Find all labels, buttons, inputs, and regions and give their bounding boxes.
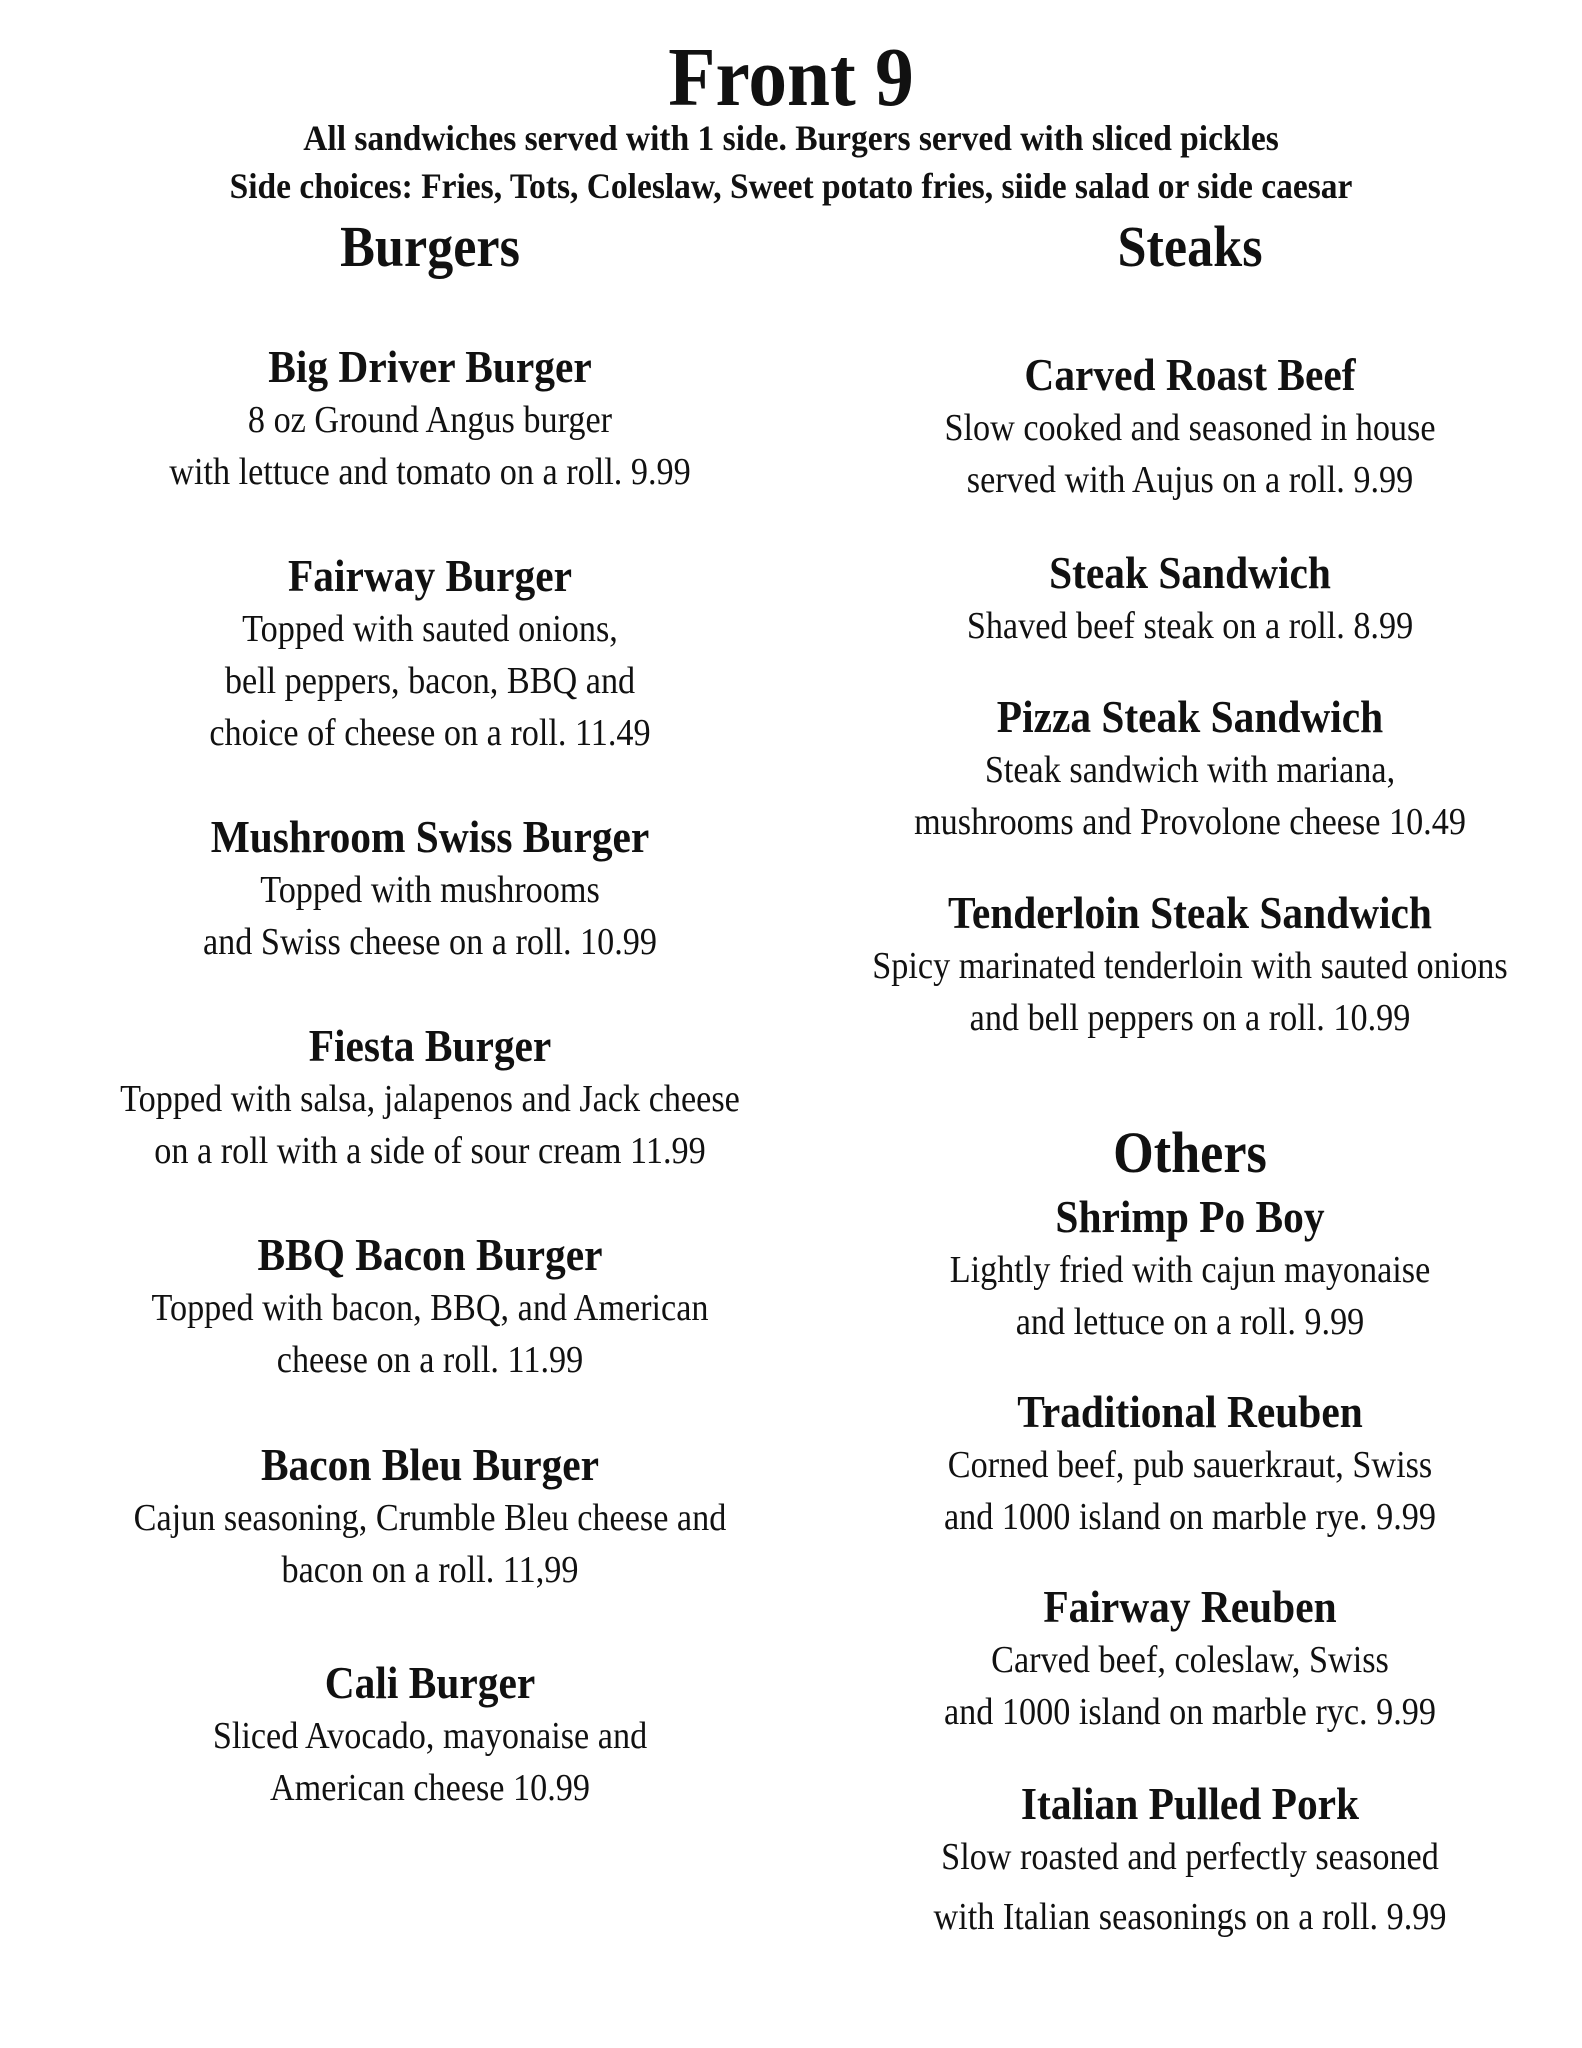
menu-item-big-driver-burger <box>40 340 820 498</box>
item-name: Mushroom Swiss Burger <box>210 811 650 862</box>
item-name: Italian Pulled Pork <box>1020 1778 1360 1829</box>
item-description: with lettuce and tomato on a roll. 9.99 <box>169 451 691 493</box>
item-name: Carved Roast Beef <box>1024 349 1356 400</box>
item-description: Slow roasted and perfectly seasoned <box>941 1836 1439 1878</box>
menu-item-steak-sandwich <box>800 546 1580 652</box>
item-name: Steak Sandwich <box>1049 547 1331 598</box>
item-name: Cali Burger <box>324 1657 536 1708</box>
item-name: Bacon Bleu Burger <box>260 1439 600 1490</box>
item-description: bacon on a roll. 11,99 <box>281 1549 579 1591</box>
sandwich-note: All sandwiches served with 1 side. Burgers served with sliced pickles <box>303 118 1279 158</box>
item-description: bell peppers, bacon, BBQ and <box>224 660 636 702</box>
item-description: Steak sandwich with mariana, <box>984 749 1396 791</box>
item-description: cheese on a roll. 11.99 <box>276 1339 584 1381</box>
item-description: and 1000 island on marble rye. 9.99 <box>943 1496 1436 1538</box>
burgers-heading: Burgers <box>340 214 520 279</box>
menu-item-bacon-bleu-burger <box>40 1438 820 1596</box>
item-description: on a roll with a side of sour cream 11.99 <box>154 1130 706 1172</box>
steaks-heading: Steaks <box>1117 214 1263 279</box>
item-description: Cajun seasoning, Crumble Bleu cheese and <box>133 1497 727 1539</box>
menu-item-tenderloin-steak-sandwich <box>800 886 1580 1044</box>
menu-item-fiesta-burger <box>40 1019 820 1177</box>
item-description: served with Aujus on a roll. 9.99 <box>966 459 1414 501</box>
item-description: Topped with bacon, BBQ, and American <box>151 1287 709 1329</box>
item-description: Carved beef, coleslaw, Swiss <box>991 1639 1389 1681</box>
item-name: Traditional Reuben <box>1017 1386 1363 1437</box>
item-description: Topped with mushrooms <box>260 869 600 911</box>
menu-item-fairway-burger <box>40 549 820 759</box>
side-choices-note: Side choices: Fries, Tots, Coleslaw, Sweet potato fries, siide salad or side caesar <box>229 166 1353 206</box>
item-name: Pizza Steak Sandwich <box>996 691 1384 742</box>
item-description: and 1000 island on marble ryc. 9.99 <box>943 1691 1436 1733</box>
item-description: Spicy marinated tenderloin with sauted onions <box>872 945 1508 987</box>
item-description: Lightly fried with cajun mayonaise <box>949 1249 1431 1291</box>
menu-item-bbq-bacon-burger <box>40 1228 820 1386</box>
item-description: American cheese 10.99 <box>269 1767 591 1809</box>
menu-item-cali-burger <box>40 1656 820 1814</box>
item-description: Sliced Avocado, mayonaise and <box>212 1715 648 1757</box>
item-description: Topped with sauted onions, <box>242 608 618 650</box>
item-description: Slow cooked and seasoned in house <box>944 407 1436 449</box>
item-name: Fairway Burger <box>288 550 572 601</box>
item-description: Shaved beef steak on a roll. 8.99 <box>966 605 1414 647</box>
menu-item-fairway-reuben <box>800 1580 1580 1738</box>
menu-item-italian-pulled-pork <box>800 1777 1580 1943</box>
item-description: and bell peppers on a roll. 10.99 <box>969 997 1411 1039</box>
item-name: Big Driver Burger <box>268 341 592 392</box>
menu-title: Front 9 <box>668 31 914 124</box>
item-name: Fiesta Burger <box>308 1020 552 1071</box>
item-description: with Italian seasonings on a roll. 9.99 <box>933 1896 1447 1938</box>
item-description: Corned beef, pub sauerkraut, Swiss <box>947 1444 1433 1486</box>
item-name: BBQ Bacon Burger <box>257 1229 603 1280</box>
menu-item-pizza-steak-sandwich <box>800 690 1580 848</box>
item-description: choice of cheese on a roll. 11.49 <box>209 712 651 754</box>
item-name: Shrimp Po Boy <box>1055 1191 1325 1242</box>
menu-item-shrimp-po-boy <box>800 1190 1580 1348</box>
item-description: and lettuce on a roll. 9.99 <box>1015 1301 1365 1343</box>
item-name: Fairway Reuben <box>1043 1581 1337 1632</box>
menu-item-mushroom-swiss-burger <box>40 810 820 968</box>
item-description: and Swiss cheese on a roll. 10.99 <box>202 921 658 963</box>
menu-item-carved-roast-beef <box>800 348 1580 506</box>
item-description: Topped with salsa, jalapenos and Jack cheese <box>120 1078 740 1120</box>
menu-item-traditional-reuben <box>800 1385 1580 1543</box>
item-name: Tenderloin Steak Sandwich <box>948 887 1432 938</box>
others-heading: Others <box>1113 1120 1267 1185</box>
item-description: 8 oz Ground Angus burger <box>247 399 613 441</box>
item-description: mushrooms and Provolone cheese 10.49 <box>914 801 1466 843</box>
